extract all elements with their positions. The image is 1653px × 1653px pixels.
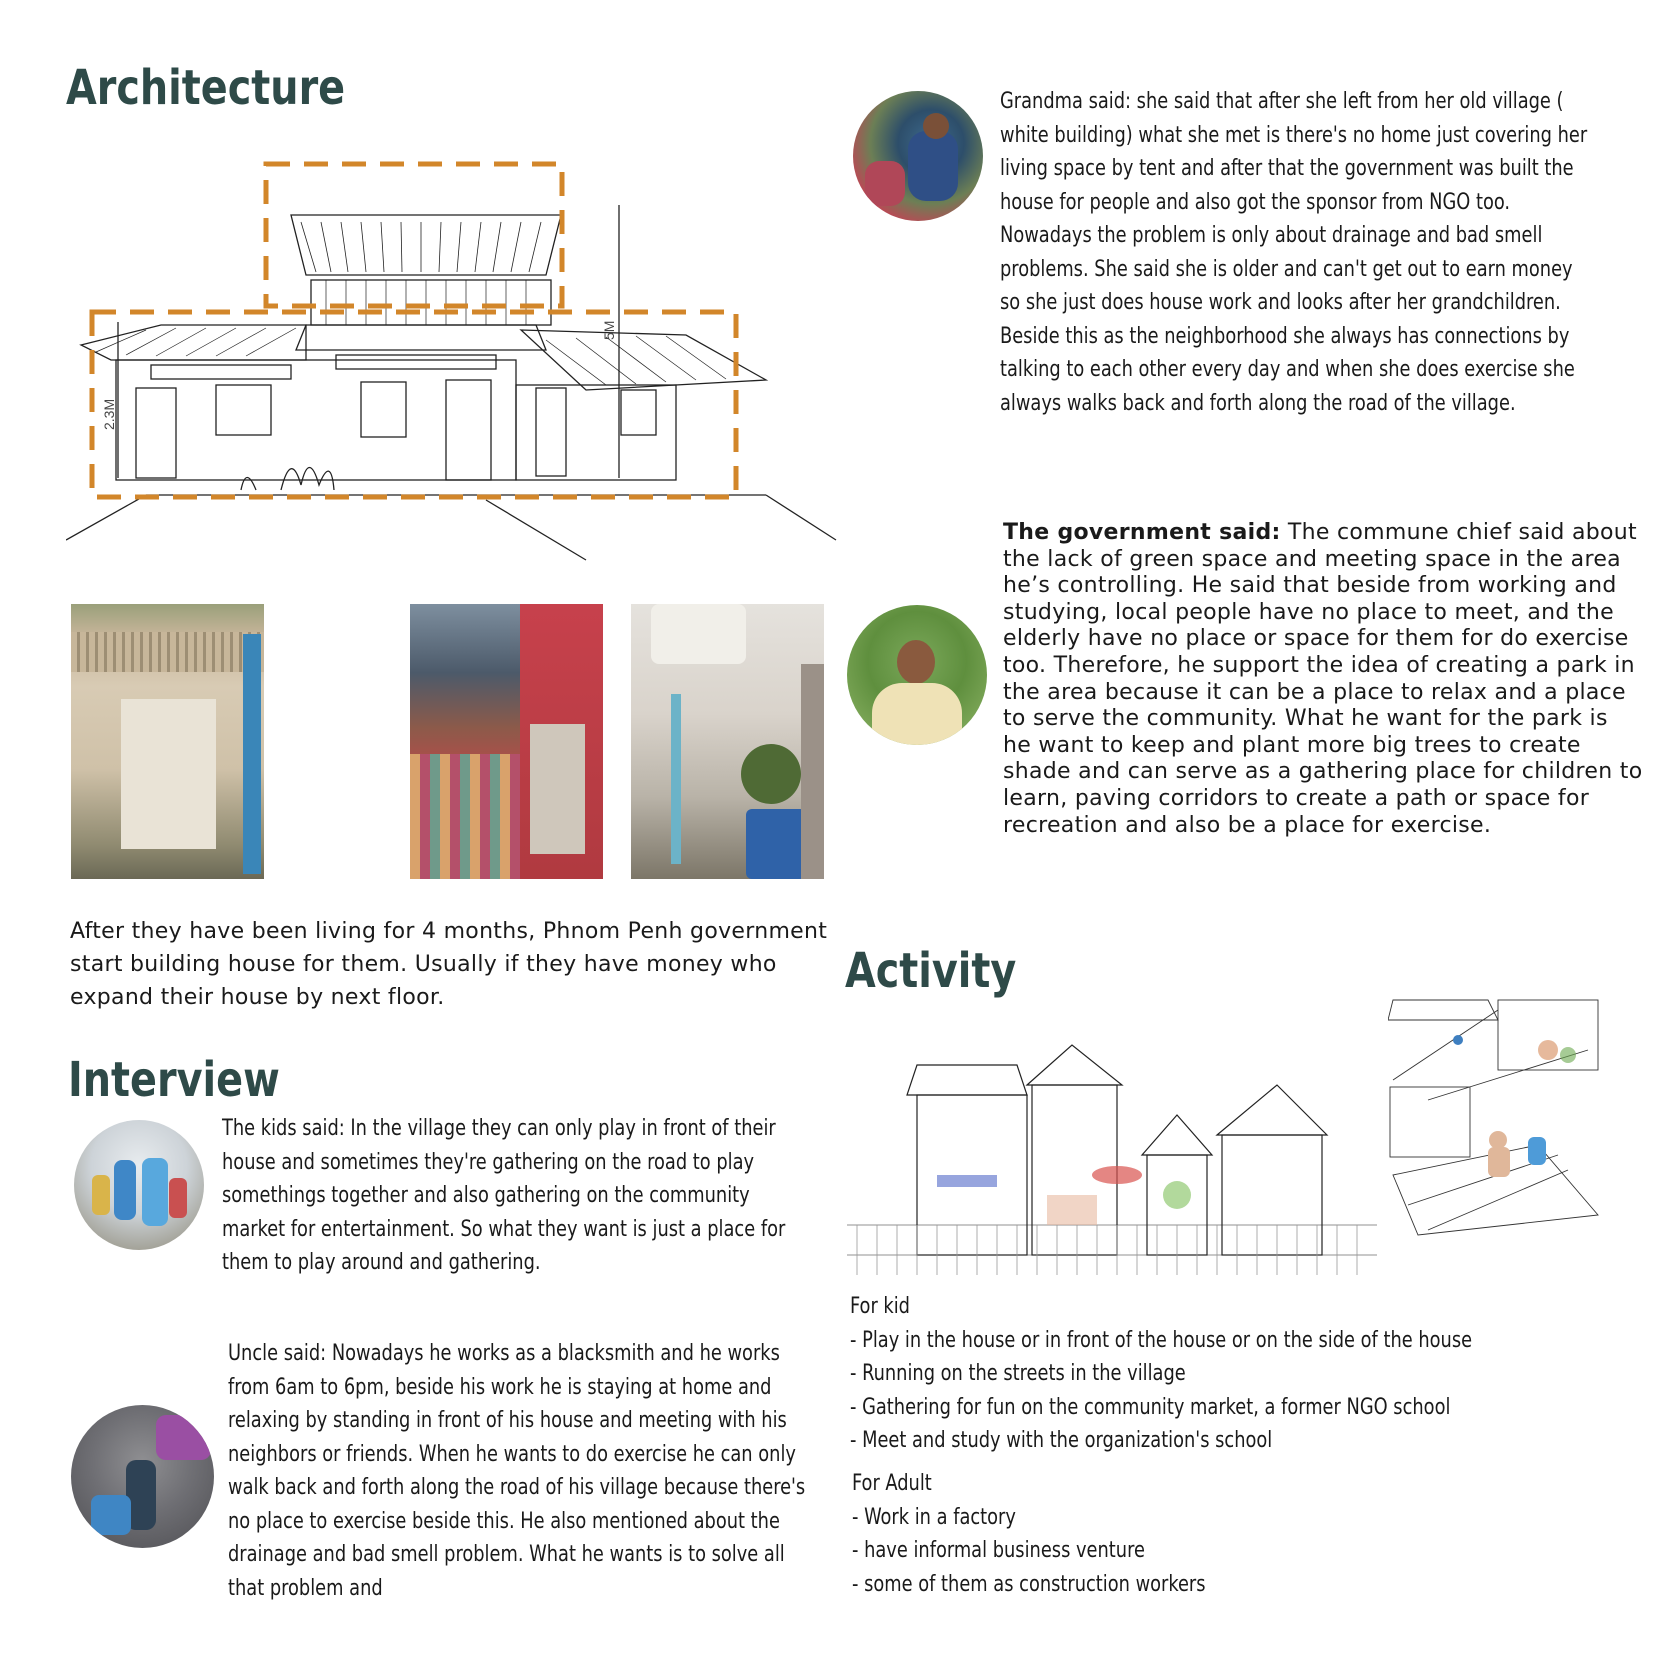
uncle-text: Uncle said: Nowadays he works as a blacksmith and he works from 6am to 6pm, beside his work he is staying at home and relaxing by standing in front of his house and meeting with his neighbors or friends. When he wants to do exercise he can only walk back and forth along the road of his village because there's no place to exercise beside this. He also mentioned about the drainage and bad smell problem. What he wants is to solve all that problem and: [228, 1341, 806, 1601]
heading-interview: Interview: [68, 1052, 280, 1108]
kid-item-4: - Meet and study with the organization's school: [850, 1428, 1273, 1453]
house-sketch: [66, 160, 846, 600]
activity-street-sketch: [847, 1025, 1377, 1275]
grandma-avatar: [853, 91, 983, 221]
adult-item-2: - have informal business venture: [852, 1538, 1145, 1563]
wall-photo-2: [410, 604, 603, 879]
activity-play-sketch: [1388, 1085, 1603, 1240]
wall-photo-1: [71, 604, 264, 879]
heading-activity: Activity: [845, 943, 1017, 999]
kid-item-1: - Play in the house or in front of the house or on the side of the house: [850, 1327, 1473, 1353]
kids-text: The kids said: In the village they can only play in front of their house and sometimes they're gathering on the road to play somethings together and also gathering on the community market for entertainment. So what they want is just a place for them to play around and gathering.: [222, 1116, 786, 1275]
adult-heading: For Adult: [852, 1471, 932, 1496]
government-lead: The government said:: [1003, 520, 1281, 545]
dimension-label-right: 5M: [601, 320, 617, 340]
adult-item-3: - some of them as construction workers: [852, 1571, 1206, 1597]
architecture-text: After they have been living for 4 months, Phnom Penh government start building house for them. Usually if they have money who expand their house by next floor.: [70, 919, 828, 1010]
kid-item-2: - Running on the streets in the village: [850, 1361, 1186, 1386]
heading-architecture: Architecture: [66, 60, 346, 116]
wall-photo-3: [631, 604, 824, 879]
kid-item-3: - Gathering for fun on the community market, a former NGO school: [850, 1394, 1451, 1420]
government-body: The commune chief said about the lack of green space and meeting space in the area he’s controlling. He said that beside from working and studying, local people have no place to meet, and the elderly have no place or space for them for do exercise too. Therefore, he support the idea of creating a park in the area because it can be a place to relax and a place to serve the community. What he want for the park is he want to keep and plant more big trees to create shade and can serve as a gathering place for children to learn, paving corridors to create a path or space for recreation and also be a place for exercise.: [1003, 520, 1643, 838]
kids-avatar: [74, 1120, 204, 1250]
dimension-label-left: 2.3M: [101, 398, 117, 430]
government-text: [1003, 520, 1643, 839]
adult-item-1: - Work in a factory: [852, 1504, 1016, 1530]
activity-kid-list: [850, 1290, 1570, 1458]
grandma-text: Grandma said: she said that after she left from her old village ( white building) what she met is there's no home just covering her living space by tent and after that the government was built the house for people and also got the sponsor from NGO too. Nowadays the problem is only about drainage and bad smell problems. She said she is older and can't get out to earn money so she just does house work and looks after her grandchildren. Beside this as the neighborhood she always has connections by talking to each other every day and when she does exercise she always walks back and forth along the road of the village.: [1000, 89, 1588, 416]
kid-heading: For kid: [850, 1294, 910, 1319]
government-avatar: [847, 605, 987, 745]
uncle-avatar: [71, 1405, 214, 1548]
activity-adult-list: [852, 1467, 1302, 1601]
